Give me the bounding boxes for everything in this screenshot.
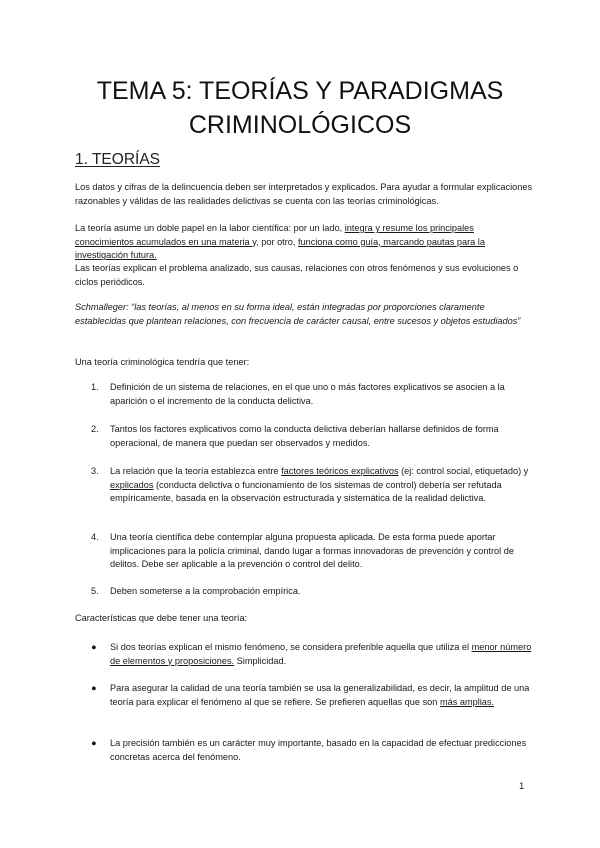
list-intro: Una teoría criminológica tendría que tener: xyxy=(75,357,250,367)
item-text: Tantos los factores explicativos como la conducta delictiva deberían hallarse definidos de forma operacional, de manera que puedan ser observados y medidos. xyxy=(110,424,499,448)
document-title xyxy=(40,74,560,142)
bullet1-text-b: Simplicidad. xyxy=(234,655,287,666)
item-number: 4. xyxy=(91,532,99,542)
item-number: 3. xyxy=(91,466,99,476)
intro-paragraph-3: Las teorías explican el problema analizado, sus causas, relaciones con otros fenómenos y sus evoluciones o ciclos periódicos. xyxy=(75,263,519,287)
item3-text-b: (ej: control social, etiquetado) y xyxy=(398,466,529,476)
item3-underline-1: factores teóricos explicativos xyxy=(281,466,399,476)
bullet-icon: ● xyxy=(91,738,97,748)
intro-p2-text-b: y, por otro, xyxy=(252,236,299,247)
item-text xyxy=(110,641,535,668)
item3-text-c: (conducta delictiva o funcionamiento de los sistemas de control) debería ser refutada empíricamente, basada en la observación estructurada y sistemática de la realidad delictiva. xyxy=(110,479,502,504)
intro-paragraph-1: Los datos y cifras de la delincuencia deben ser interpretados y explicados. Para ayudar a formular explicaciones razonables y válidas de las realidades delictivas se cuenta con las teorías criminológicas. xyxy=(75,182,533,206)
item-number: 1. xyxy=(91,382,99,392)
intro-p2-text-a: La teoría asume un doble papel en la labor científica: por un lado, xyxy=(75,223,345,233)
bullet2-text-a: Para asegurar la calidad de una teoría también se usa la generalizabilidad, es decir, la amplitud de una teoría para explicar el fenómeno al que se refiere. Se prefieren aquellas que son xyxy=(110,683,530,707)
item-number: 5. xyxy=(91,586,99,596)
bullet1-underline: menor número de elementos y proposiciones. xyxy=(110,642,532,666)
title-line-2: CRIMINOLÓGICOS xyxy=(188,111,412,139)
section-heading-teorias: 1. TEORÍAS xyxy=(75,151,160,168)
schmalleger-quote: Schmalleger: “las teorías, al menos en su forma ideal, están integradas por proporciones claramente establecidas que plantean relaciones, con frecuencia de carácter causal, entre sucesos y objetos estudiados” xyxy=(75,302,521,326)
characteristics-intro: Características que debe tener una teoría: xyxy=(75,613,248,623)
item-text: La precisión también es un carácter muy importante, basado en la capacidad de efectuar predicciones concretas acerca del fenómeno. xyxy=(110,738,527,762)
bullet2-underline: más amplias. xyxy=(439,696,495,707)
item3-underline-2: explicados xyxy=(110,479,154,490)
bullet-icon: ● xyxy=(91,642,97,652)
page-number: 1 xyxy=(519,781,525,792)
item-text: Deben someterse a la comprobación empírica. xyxy=(110,586,301,596)
intro-p2-underline-2: funciona como guía, marcando pautas para la investigación futura. xyxy=(75,236,485,261)
bullet1-text-a: Si dos teorías explican el mismo fenómeno, se considera preferible aquella que utiliza el xyxy=(110,642,472,652)
item-text: Definición de un sistema de relaciones, en el que uno o más factores explicativos se asocien a la aparición o el incremento de la conducta delictiva. xyxy=(110,382,505,406)
intro-paragraph-2 xyxy=(75,222,533,263)
item-text xyxy=(110,682,535,709)
bullet-icon: ● xyxy=(91,683,97,693)
intro-p2-underline-1: integra y resume los principales conocimientos acumulados en una materia xyxy=(75,223,474,247)
item3-text-a: La relación que la teoría establezca entre xyxy=(110,466,282,476)
title-line-1: TEMA 5: TEORÍAS Y PARADIGMAS xyxy=(96,77,504,105)
item-text xyxy=(110,465,535,506)
item-number: 2. xyxy=(91,424,99,434)
item-text: Una teoría científica debe contemplar alguna propuesta aplicada. De esta forma puede aportar implicaciones para la policía criminal, dando lugar a formas innovadoras de prevención y control de delitos. Debe ser aplicable a la prevención o control del delito. xyxy=(110,532,514,570)
